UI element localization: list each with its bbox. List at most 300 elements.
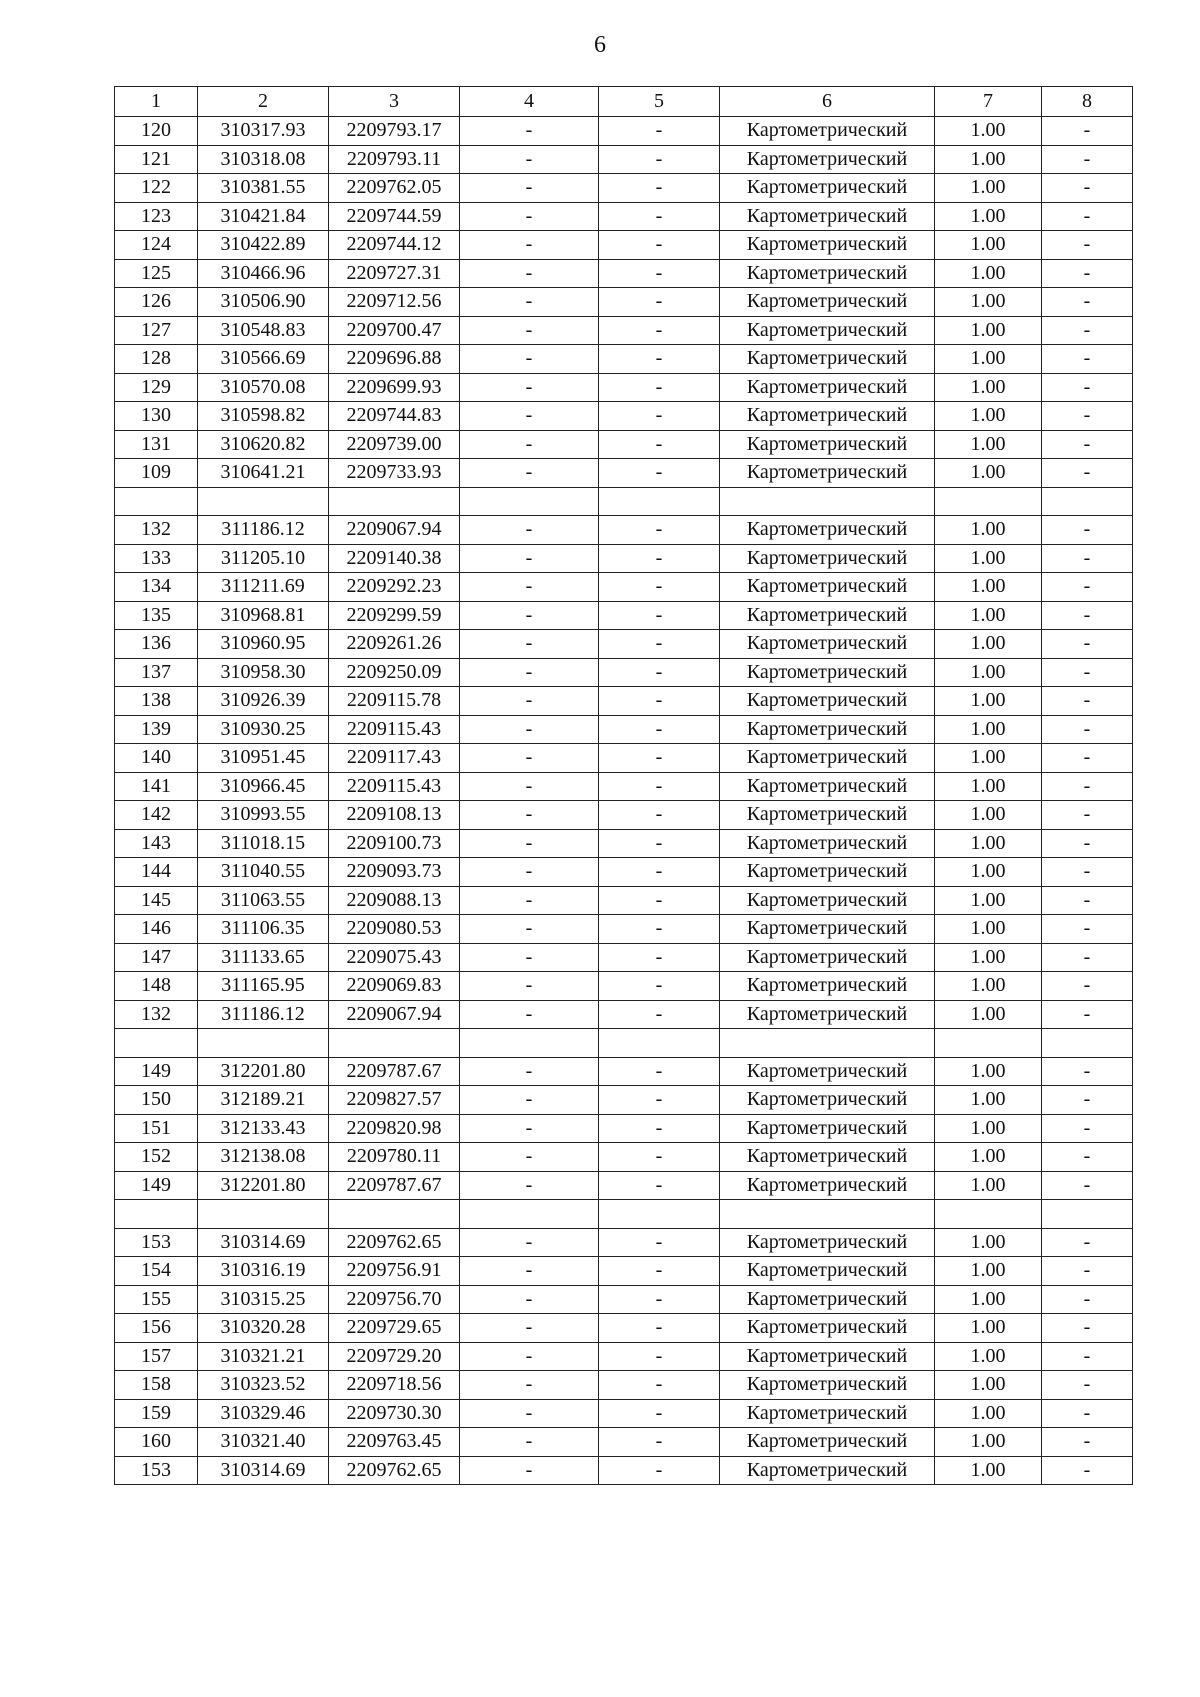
table-cell-col-6: Картометрический: [720, 573, 935, 602]
table-cell-col-6: Картометрический: [720, 1114, 935, 1143]
table-cell-col-4: -: [460, 744, 599, 773]
table-row: [115, 174, 1133, 203]
table-cell-col-6: Картометрический: [720, 231, 935, 260]
table-cell-col-8: -: [1042, 744, 1133, 773]
table-cell-col-7: 1.00: [935, 1371, 1042, 1400]
column-header-1: 1: [115, 87, 198, 117]
table-cell-col-1: 131: [115, 430, 198, 459]
table-cell-col-7: 1.00: [935, 573, 1042, 602]
table-cell-col-7: 1.00: [935, 1000, 1042, 1029]
table-cell-col-8: -: [1042, 972, 1133, 1001]
table-cell-col-3: 2209727.31: [329, 259, 460, 288]
table-cell-col-7: 1.00: [935, 288, 1042, 317]
table-cell-col-1: 154: [115, 1257, 198, 1286]
table-cell-col-1: 121: [115, 145, 198, 174]
table-row: [115, 1143, 1133, 1172]
table-row: [115, 915, 1133, 944]
table-cell-col-1: 153: [115, 1456, 198, 1485]
table-cell-col-4: -: [460, 715, 599, 744]
table-cell-col-8: -: [1042, 630, 1133, 659]
table-row: [115, 630, 1133, 659]
table-cell-col-1: [115, 487, 198, 516]
table-cell-col-7: 1.00: [935, 117, 1042, 146]
table-cell-col-1: 136: [115, 630, 198, 659]
table-cell-col-8: -: [1042, 858, 1133, 887]
table-cell-col-5: -: [599, 1399, 720, 1428]
table-cell-col-7: 1.00: [935, 430, 1042, 459]
table-cell-col-6: Картометрический: [720, 772, 935, 801]
table-cell-col-8: -: [1042, 1000, 1133, 1029]
table-cell-col-6: Картометрический: [720, 259, 935, 288]
table-cell-col-1: 151: [115, 1114, 198, 1143]
table-cell-col-7: 1.00: [935, 174, 1042, 203]
table-cell-col-1: 122: [115, 174, 198, 203]
table-cell-col-3: 2209115.78: [329, 687, 460, 716]
table-cell-col-7: [935, 1200, 1042, 1229]
table-cell-col-2: 312201.80: [198, 1171, 329, 1200]
table-cell-col-5: -: [599, 430, 720, 459]
table-cell-col-5: -: [599, 858, 720, 887]
table-cell-col-5: [599, 1029, 720, 1058]
table-cell-col-6: Картометрический: [720, 516, 935, 545]
table-cell-col-2: 312201.80: [198, 1057, 329, 1086]
table-cell-col-8: -: [1042, 1342, 1133, 1371]
column-header-8: 8: [1042, 87, 1133, 117]
table-cell-col-5: -: [599, 1342, 720, 1371]
table-cell-col-7: 1.00: [935, 687, 1042, 716]
table-row: [115, 345, 1133, 374]
table-cell-col-7: 1.00: [935, 544, 1042, 573]
table-cell-col-8: -: [1042, 573, 1133, 602]
table-cell-col-1: 127: [115, 316, 198, 345]
table-cell-col-5: -: [599, 1000, 720, 1029]
table-cell-col-2: 310570.08: [198, 373, 329, 402]
table-cell-col-5: -: [599, 801, 720, 830]
table-cell-col-3: 2209729.20: [329, 1342, 460, 1371]
table-cell-col-6: Картометрический: [720, 1428, 935, 1457]
table-cell-col-4: -: [460, 1456, 599, 1485]
table-cell-col-5: -: [599, 601, 720, 630]
table-cell-col-7: 1.00: [935, 231, 1042, 260]
table-cell-col-3: [329, 487, 460, 516]
table-cell-col-4: -: [460, 516, 599, 545]
table-cell-col-1: 109: [115, 459, 198, 488]
table-cell-col-1: 132: [115, 1000, 198, 1029]
table-cell-col-8: -: [1042, 345, 1133, 374]
table-cell-col-6: Картометрический: [720, 744, 935, 773]
table-cell-col-5: -: [599, 1428, 720, 1457]
table-cell-col-2: 310993.55: [198, 801, 329, 830]
table-cell-col-1: 145: [115, 886, 198, 915]
table-cell-col-4: -: [460, 1342, 599, 1371]
table-cell-col-8: -: [1042, 715, 1133, 744]
table-cell-col-3: 2209762.05: [329, 174, 460, 203]
table-cell-col-8: -: [1042, 373, 1133, 402]
table-cell-col-4: -: [460, 601, 599, 630]
table-cell-col-4: -: [460, 1285, 599, 1314]
table-cell-col-2: 311133.65: [198, 943, 329, 972]
table-cell-col-4: -: [460, 772, 599, 801]
table-cell-col-4: -: [460, 630, 599, 659]
table-row: [115, 145, 1133, 174]
table-cell-col-2: 310960.95: [198, 630, 329, 659]
table-cell-col-3: 2209067.94: [329, 1000, 460, 1029]
table-cell-col-7: [935, 487, 1042, 516]
table-cell-col-1: 155: [115, 1285, 198, 1314]
table-cell-col-2: 310422.89: [198, 231, 329, 260]
table-cell-col-7: 1.00: [935, 1257, 1042, 1286]
table-row: [115, 1000, 1133, 1029]
table-row: [115, 544, 1133, 573]
table-cell-col-2: 310466.96: [198, 259, 329, 288]
table-cell-col-1: 143: [115, 829, 198, 858]
table-row: [115, 373, 1133, 402]
table-cell-col-5: -: [599, 174, 720, 203]
table-cell-col-8: -: [1042, 829, 1133, 858]
table-cell-col-8: -: [1042, 174, 1133, 203]
table-cell-col-6: Картометрический: [720, 402, 935, 431]
table-row: [115, 573, 1133, 602]
table-cell-col-4: -: [460, 1171, 599, 1200]
table-cell-col-6: Картометрический: [720, 715, 935, 744]
table-cell-col-4: [460, 1200, 599, 1229]
table-row: [115, 1114, 1133, 1143]
table-row: [115, 231, 1133, 260]
table-cell-col-7: 1.00: [935, 1057, 1042, 1086]
table-cell-col-8: -: [1042, 772, 1133, 801]
table-cell-col-1: 129: [115, 373, 198, 402]
table-row: [115, 858, 1133, 887]
table-cell-col-2: 310506.90: [198, 288, 329, 317]
table-cell-col-8: -: [1042, 915, 1133, 944]
table-row: [115, 829, 1133, 858]
table-cell-col-4: -: [460, 1057, 599, 1086]
table-cell-col-5: -: [599, 1228, 720, 1257]
table-row: [115, 1086, 1133, 1115]
table-cell-col-4: -: [460, 117, 599, 146]
table-cell-col-5: -: [599, 1456, 720, 1485]
table-cell-col-4: -: [460, 1257, 599, 1286]
table-cell-col-1: 152: [115, 1143, 198, 1172]
table-cell-col-7: 1.00: [935, 943, 1042, 972]
table-cell-col-4: -: [460, 345, 599, 374]
table-cell-col-8: -: [1042, 1371, 1133, 1400]
table-cell-col-4: -: [460, 1086, 599, 1115]
table-cell-col-1: 142: [115, 801, 198, 830]
table-cell-col-4: -: [460, 402, 599, 431]
table-cell-col-8: -: [1042, 1114, 1133, 1143]
table-cell-col-3: 2209100.73: [329, 829, 460, 858]
table-cell-col-1: 125: [115, 259, 198, 288]
column-header-6: 6: [720, 87, 935, 117]
separator-row: [115, 1200, 1133, 1229]
table-cell-col-6: Картометрический: [720, 145, 935, 174]
table-cell-col-2: 310318.08: [198, 145, 329, 174]
table-cell-col-3: 2209718.56: [329, 1371, 460, 1400]
table-cell-col-4: -: [460, 459, 599, 488]
table-cell-col-7: 1.00: [935, 715, 1042, 744]
table-cell-col-2: 310320.28: [198, 1314, 329, 1343]
table-cell-col-4: -: [460, 1114, 599, 1143]
table-cell-col-3: 2209780.11: [329, 1143, 460, 1172]
table-cell-col-8: -: [1042, 1285, 1133, 1314]
table-cell-col-8: -: [1042, 943, 1133, 972]
table-cell-col-4: -: [460, 801, 599, 830]
table-row: [115, 1428, 1133, 1457]
table-cell-col-4: -: [460, 1428, 599, 1457]
table-cell-col-7: 1.00: [935, 1228, 1042, 1257]
table-row: [115, 459, 1133, 488]
table-cell-col-7: 1.00: [935, 886, 1042, 915]
table-cell-col-4: -: [460, 687, 599, 716]
table-cell-col-3: 2209827.57: [329, 1086, 460, 1115]
table-cell-col-5: -: [599, 544, 720, 573]
table-cell-col-3: 2209117.43: [329, 744, 460, 773]
table-cell-col-1: 149: [115, 1171, 198, 1200]
table-row: [115, 1057, 1133, 1086]
table-cell-col-4: -: [460, 886, 599, 915]
table-cell-col-6: Картометрический: [720, 972, 935, 1001]
table-cell-col-7: 1.00: [935, 972, 1042, 1001]
table-cell-col-7: 1.00: [935, 1456, 1042, 1485]
table-cell-col-4: -: [460, 943, 599, 972]
table-cell-col-7: 1.00: [935, 1086, 1042, 1115]
table-cell-col-5: -: [599, 117, 720, 146]
table-cell-col-8: -: [1042, 544, 1133, 573]
table-row: [115, 402, 1133, 431]
table-cell-col-7: 1.00: [935, 772, 1042, 801]
table-cell-col-2: 310317.93: [198, 117, 329, 146]
table-row: [115, 288, 1133, 317]
table-cell-col-2: 310321.21: [198, 1342, 329, 1371]
table-cell-col-7: 1.00: [935, 1342, 1042, 1371]
table-cell-col-6: Картометрический: [720, 1086, 935, 1115]
table-cell-col-1: 147: [115, 943, 198, 972]
table-cell-col-6: Картометрический: [720, 601, 935, 630]
table-cell-col-6: [720, 1200, 935, 1229]
table-cell-col-4: -: [460, 658, 599, 687]
table-cell-col-8: -: [1042, 886, 1133, 915]
table-row: [115, 972, 1133, 1001]
table-cell-col-6: Картометрический: [720, 174, 935, 203]
table-cell-col-1: 141: [115, 772, 198, 801]
table-cell-col-5: -: [599, 915, 720, 944]
table-cell-col-2: 310968.81: [198, 601, 329, 630]
table-cell-col-5: -: [599, 1257, 720, 1286]
table-cell-col-4: -: [460, 1228, 599, 1257]
table-cell-col-1: 128: [115, 345, 198, 374]
table-cell-col-2: [198, 487, 329, 516]
table-row: [115, 772, 1133, 801]
table-cell-col-3: [329, 1029, 460, 1058]
table-cell-col-8: -: [1042, 1257, 1133, 1286]
table-cell-col-5: -: [599, 1314, 720, 1343]
table-cell-col-2: 310966.45: [198, 772, 329, 801]
table-cell-col-5: -: [599, 1114, 720, 1143]
table-row: [115, 1371, 1133, 1400]
table-cell-col-3: 2209763.45: [329, 1428, 460, 1457]
table-cell-col-1: 159: [115, 1399, 198, 1428]
table-cell-col-2: 310421.84: [198, 202, 329, 231]
table-cell-col-6: Картометрический: [720, 459, 935, 488]
table-cell-col-3: 2209762.65: [329, 1456, 460, 1485]
table-cell-col-2: 310321.40: [198, 1428, 329, 1457]
table-cell-col-4: -: [460, 288, 599, 317]
table-row: [115, 1228, 1133, 1257]
table-cell-col-7: [935, 1029, 1042, 1058]
table-cell-col-6: Картометрический: [720, 801, 935, 830]
table-cell-col-4: -: [460, 1399, 599, 1428]
table-cell-col-5: -: [599, 231, 720, 260]
table-cell-col-2: 311211.69: [198, 573, 329, 602]
table-cell-col-7: 1.00: [935, 459, 1042, 488]
column-header-2: 2: [198, 87, 329, 117]
table-cell-col-1: 150: [115, 1086, 198, 1115]
table-cell-col-8: -: [1042, 1143, 1133, 1172]
table-cell-col-6: [720, 487, 935, 516]
table-cell-col-2: 310314.69: [198, 1228, 329, 1257]
table-cell-col-8: -: [1042, 231, 1133, 260]
table-row: [115, 1257, 1133, 1286]
table-cell-col-7: 1.00: [935, 402, 1042, 431]
table-cell-col-4: -: [460, 829, 599, 858]
table-cell-col-8: -: [1042, 1171, 1133, 1200]
table-cell-col-5: -: [599, 687, 720, 716]
table-row: [115, 1456, 1133, 1485]
table-cell-col-6: Картометрический: [720, 858, 935, 887]
table-cell-col-2: 312189.21: [198, 1086, 329, 1115]
table-cell-col-8: -: [1042, 1057, 1133, 1086]
table-cell-col-1: 156: [115, 1314, 198, 1343]
table-cell-col-7: 1.00: [935, 658, 1042, 687]
table-cell-col-2: 310314.69: [198, 1456, 329, 1485]
table-cell-col-3: 2209140.38: [329, 544, 460, 573]
page-number: 6: [594, 32, 606, 58]
table-cell-col-3: 2209744.83: [329, 402, 460, 431]
table-cell-col-6: Картометрический: [720, 1143, 935, 1172]
table-cell-col-7: 1.00: [935, 829, 1042, 858]
table-cell-col-3: 2209787.67: [329, 1057, 460, 1086]
table-cell-col-8: -: [1042, 259, 1133, 288]
table-cell-col-2: 312138.08: [198, 1143, 329, 1172]
table-cell-col-6: Картометрический: [720, 316, 935, 345]
table-cell-col-7: 1.00: [935, 145, 1042, 174]
table-cell-col-3: 2209250.09: [329, 658, 460, 687]
table-cell-col-3: 2209793.11: [329, 145, 460, 174]
table-cell-col-8: -: [1042, 202, 1133, 231]
table-row: [115, 687, 1133, 716]
table-cell-col-6: Картометрический: [720, 1257, 935, 1286]
table-cell-col-8: -: [1042, 1399, 1133, 1428]
table-cell-col-6: Картометрический: [720, 630, 935, 659]
table-cell-col-8: -: [1042, 459, 1133, 488]
table-cell-col-5: -: [599, 316, 720, 345]
table-cell-col-1: 126: [115, 288, 198, 317]
table-cell-col-3: 2209108.13: [329, 801, 460, 830]
table-cell-col-4: -: [460, 573, 599, 602]
table-cell-col-5: -: [599, 1143, 720, 1172]
table-cell-col-5: -: [599, 829, 720, 858]
table-cell-col-4: [460, 1029, 599, 1058]
table-cell-col-1: [115, 1200, 198, 1229]
table-cell-col-6: Картометрический: [720, 1371, 935, 1400]
table-cell-col-5: -: [599, 402, 720, 431]
table-cell-col-5: -: [599, 630, 720, 659]
table-cell-col-8: -: [1042, 430, 1133, 459]
table-cell-col-6: Картометрический: [720, 1314, 935, 1343]
table-cell-col-5: -: [599, 573, 720, 602]
table-cell-col-6: Картометрический: [720, 1000, 935, 1029]
table-cell-col-2: [198, 1200, 329, 1229]
table-cell-col-1: 120: [115, 117, 198, 146]
table-cell-col-1: 134: [115, 573, 198, 602]
table-cell-col-6: [720, 1029, 935, 1058]
table-cell-col-1: 130: [115, 402, 198, 431]
table-cell-col-1: 135: [115, 601, 198, 630]
table-cell-col-4: -: [460, 316, 599, 345]
table-cell-col-7: 1.00: [935, 1171, 1042, 1200]
table-cell-col-1: 123: [115, 202, 198, 231]
table-row: [115, 516, 1133, 545]
table-cell-col-3: 2209700.47: [329, 316, 460, 345]
table-cell-col-6: Картометрический: [720, 288, 935, 317]
table-cell-col-5: -: [599, 345, 720, 374]
table-cell-col-3: 2209787.67: [329, 1171, 460, 1200]
table-cell-col-6: Картометрический: [720, 345, 935, 374]
table-body: [115, 117, 1133, 1485]
table-cell-col-6: Картометрический: [720, 1057, 935, 1086]
table-header-row: [115, 87, 1133, 117]
table-cell-col-1: 124: [115, 231, 198, 260]
table-cell-col-6: Картометрический: [720, 1399, 935, 1428]
table-cell-col-6: Картометрический: [720, 202, 935, 231]
table-cell-col-7: 1.00: [935, 202, 1042, 231]
table-cell-col-2: 310926.39: [198, 687, 329, 716]
table-cell-col-2: 310548.83: [198, 316, 329, 345]
table-cell-col-2: 310951.45: [198, 744, 329, 773]
table-cell-col-4: -: [460, 202, 599, 231]
table-row: [115, 430, 1133, 459]
table-cell-col-3: 2209067.94: [329, 516, 460, 545]
table-row: [115, 202, 1133, 231]
table-cell-col-1: 133: [115, 544, 198, 573]
table-row: [115, 658, 1133, 687]
table-cell-col-2: 312133.43: [198, 1114, 329, 1143]
table-cell-col-3: 2209729.65: [329, 1314, 460, 1343]
table-cell-col-4: -: [460, 430, 599, 459]
table-cell-col-8: -: [1042, 687, 1133, 716]
table-row: [115, 1342, 1133, 1371]
table-cell-col-3: 2209744.12: [329, 231, 460, 260]
table-cell-col-7: 1.00: [935, 373, 1042, 402]
table-row: [115, 1285, 1133, 1314]
table-cell-col-2: 310930.25: [198, 715, 329, 744]
table-row: [115, 117, 1133, 146]
table-cell-col-5: -: [599, 1171, 720, 1200]
column-header-3: 3: [329, 87, 460, 117]
table-cell-col-1: 149: [115, 1057, 198, 1086]
table-cell-col-1: 137: [115, 658, 198, 687]
table-cell-col-4: -: [460, 1000, 599, 1029]
table-row: [115, 316, 1133, 345]
table-cell-col-8: -: [1042, 288, 1133, 317]
table-cell-col-5: [599, 487, 720, 516]
table-cell-col-3: 2209075.43: [329, 943, 460, 972]
table-cell-col-3: 2209261.26: [329, 630, 460, 659]
table-cell-col-6: Картометрический: [720, 886, 935, 915]
table-cell-col-8: -: [1042, 1228, 1133, 1257]
table-cell-col-3: 2209712.56: [329, 288, 460, 317]
